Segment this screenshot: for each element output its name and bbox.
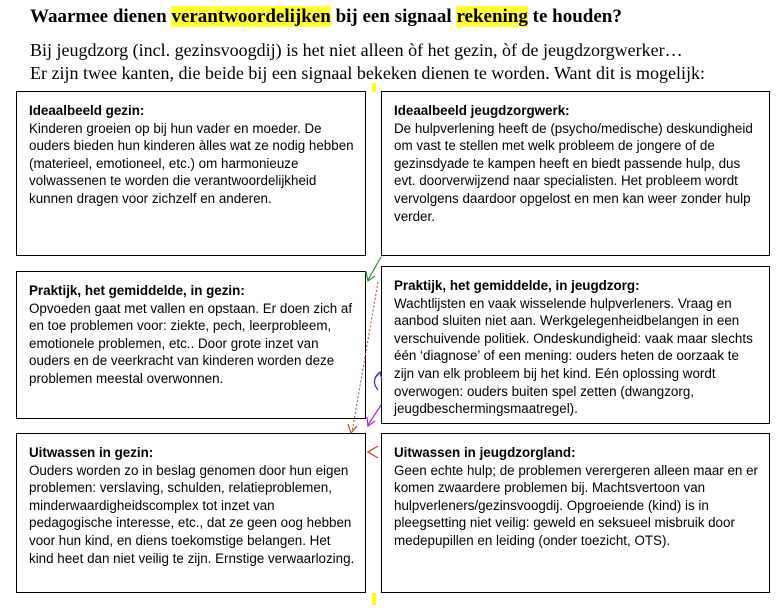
box-text: Wachtlijsten en vaak wisselende hulpverleners. Vraag en aanbod sluiten niet aan. Werkgelegenheidbelangen in een verschuivende politiek. Ondeskundigheid: vaak maar slechts één ‘diagnose’ of een mening: ouders heten de oorzaak te zijn van elk probleem bij het kind. Eén oplossing wordt overwogen: ouders buiten spel zetten (dwangzorg, jeugdbeschermingsmaatregel). (394, 295, 753, 417)
box-text: De hulpverlening heeft de (psycho/medische) deskundigheid om vast te stellen met welk probleem de jongere of de gezinsdyade te kampen heeft en biedt passende hulp, dus evt. doorverwijzend naar specialisten. Het probleem wordt vervolgens daardoor opgelost en men kan weer zonder hulp verder. (394, 120, 753, 224)
box-uitwassen-gezin (16, 433, 366, 593)
box-text: Kinderen groeien op bij hun vader en moeder. De ouders bieden hun kinderen àlles wat ze nodig hebben (materieel, emotioneel, etc.) om harmonieuze volwassenen te worden die verantwoordelijkheid kunnen dragen voor zichzelf en anderen. (29, 120, 354, 206)
box-heading: Ideaalbeeld gezin: (29, 103, 145, 118)
title-mid: bij een signaal (330, 6, 457, 27)
box-heading: Praktijk, het gemiddelde, in gezin: (29, 283, 245, 298)
red-arrow-head (368, 446, 378, 458)
box-heading: Ideaalbeeld jeugdzorgwerk: (394, 103, 570, 118)
title-pre: Waarmee dienen (30, 6, 172, 27)
box-heading: Uitwassen in jeugdzorgland: (394, 445, 576, 460)
marker-bottom (372, 593, 376, 605)
title-highlight-rekening: rekening (456, 6, 528, 27)
purple-arrow-head (367, 417, 375, 426)
box-heading: Praktijk, het gemiddelde, in jeugdzorg: (394, 278, 640, 293)
marker-top (372, 83, 376, 92)
green-arrow-head (366, 272, 375, 281)
blue-curved-arrow (374, 372, 380, 390)
title-highlight-verantwoordelijken: verantwoordelijken (171, 6, 331, 27)
page-title (30, 6, 770, 28)
box-praktijk-jeugdzorg (381, 266, 770, 424)
box-praktijk-gezin (16, 271, 366, 419)
box-ideaalbeeld-gezin (16, 91, 366, 256)
purple-arrow-line (368, 405, 381, 425)
box-ideaalbeeld-jeugdzorgwerk (381, 91, 770, 256)
intro-line-1: Bij jeugdzorg (incl. gezinsvoogdij) is het niet alleen òf het gezin, òf de jeugdzorgwerker… (30, 40, 683, 60)
box-text: Geen echte hulp; de problemen verergeren alleen maar en er komen zwaardere problemen bij. Machtsvertoon van hulpverleners/gezinsvoogdij. Opgroeiende (kind) is in pleegsetting niet veilig: geweld en seksueel misbruik door medepupillen en leiding (onder toezicht, OTS). (394, 462, 759, 548)
box-text: Ouders worden zo in beslag genomen door hun eigen problemen: verslaving, schulden, relatieproblemen, minderwaardigheidscomplex tot inzet van pedagogische interesse, etc., dat ze geen oog hebben voor hun kind, en diens toekomstige belangen. Het kind heet dan niet veilig te zijn. Ernstige verwaarlozing. (29, 462, 355, 566)
box-text: Opvoeden gaat met vallen en opstaan. Er doen zich af en toe problemen voor: ziekte, pech, leerprobleem, emotionele problemen, etc.. Door grote inzet van ouders en de veerkracht van kinderen worden deze problemen meestal overwonnen. (29, 300, 353, 386)
title-post: te houden? (527, 6, 622, 27)
brown-arrow-head (348, 424, 357, 433)
intro-line-2: Er zijn twee kanten, die beide bij een signaal bekeken dienen te worden. Want dit is mogelijk: (30, 63, 706, 83)
box-uitwassen-jeugdzorgland (381, 433, 770, 593)
green-arrow-line (368, 257, 381, 280)
box-heading: Uitwassen in gezin: (29, 445, 154, 460)
